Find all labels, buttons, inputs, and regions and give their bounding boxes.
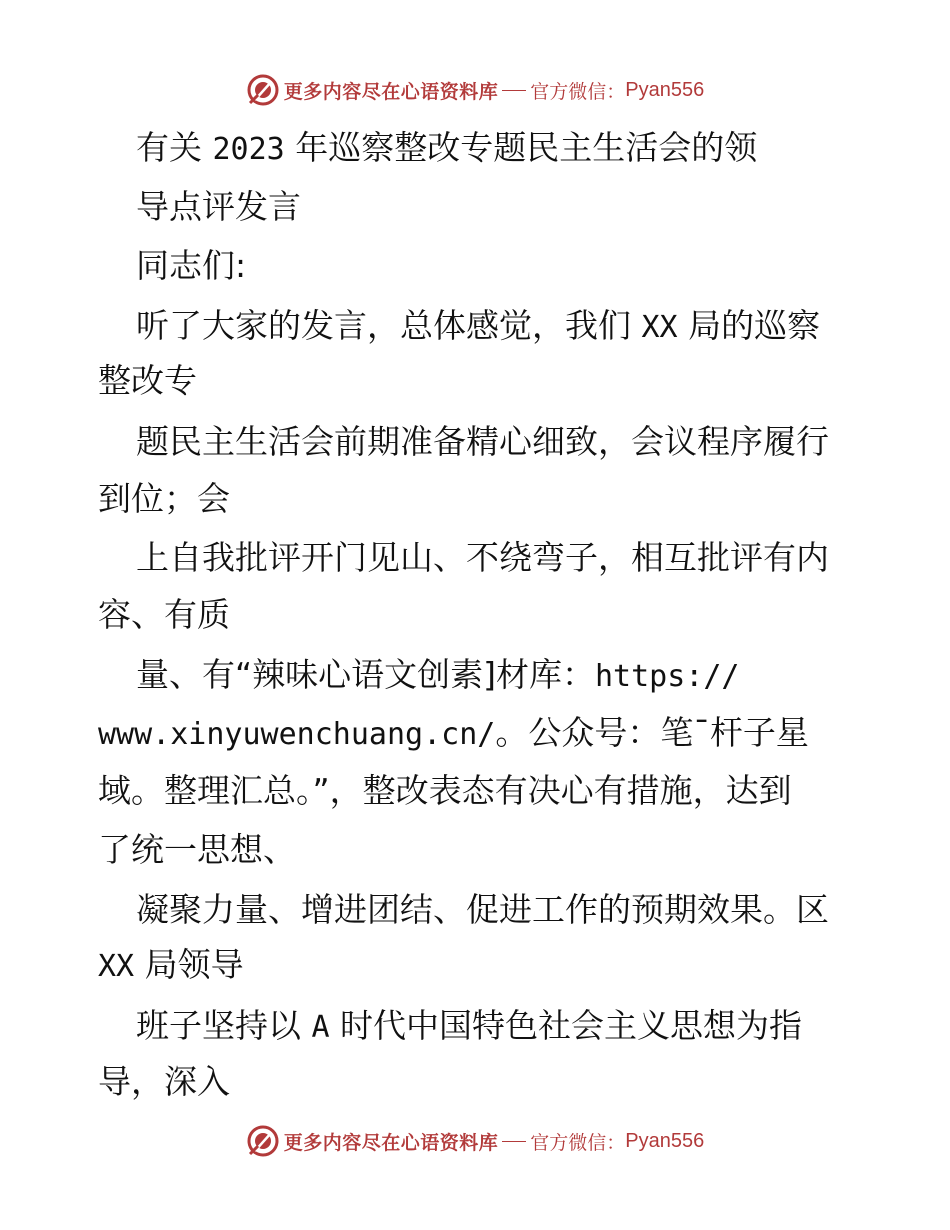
paragraph-line-wrap: 到位；会 — [98, 479, 230, 518]
header-wechat-id: Pyan556 — [625, 78, 705, 101]
paragraph-line-wrap: XX 局领导 — [98, 945, 244, 984]
salutation: 同志们: — [136, 246, 247, 285]
paragraph-line: 量、有“辣味心语文创素]材库：https:// — [136, 655, 740, 694]
paragraph-line-wrap: www.xinyuwenchuang.cn/。公众号：笔¯杆子星 — [98, 713, 809, 752]
paragraph-line-wrap: 了统一思想、 — [98, 830, 296, 869]
footer-brand-text: 更多内容尽在心语资料库 — [283, 1131, 499, 1154]
footer-banner — [0, 1121, 950, 1161]
paragraph-line: 听了大家的发言，总体感觉，我们 XX 局的巡察 — [136, 306, 821, 345]
paragraph-line: 班子坚持以 A 时代中国特色社会主义思想为指 — [136, 1006, 803, 1045]
paragraph-line: 题民主生活会前期准备精心细致，会议程序履行 — [136, 422, 829, 461]
header-wechat-label: 官方微信： — [530, 80, 626, 103]
footer-dash — [502, 1141, 526, 1142]
paragraph-line-wrap: 域。整理汇总。”，整改表态有决心有措施，达到 — [98, 771, 792, 810]
footer-wechat-id: Pyan556 — [625, 1129, 705, 1152]
paragraph-line-wrap: 整改专 — [98, 361, 197, 400]
paragraph-line-wrap: 导，深入 — [98, 1062, 230, 1101]
title-line-1: 有关 2023 年巡察整改专题民主生活会的领 — [136, 128, 758, 167]
pen-logo-icon — [246, 1124, 280, 1158]
title-line-2: 导点评发言 — [136, 187, 301, 226]
footer-wechat-label: 官方微信： — [530, 1131, 626, 1154]
paragraph-line: 上自我批评开门见山、不绕弯子，相互批评有内 — [136, 538, 829, 577]
paragraph-line-wrap: 容、有质 — [98, 595, 230, 634]
header-brand-text: 更多内容尽在心语资料库 — [283, 80, 499, 103]
paragraph-line: 凝聚力量、增进团结、促进工作的预期效果。区 — [136, 890, 829, 929]
